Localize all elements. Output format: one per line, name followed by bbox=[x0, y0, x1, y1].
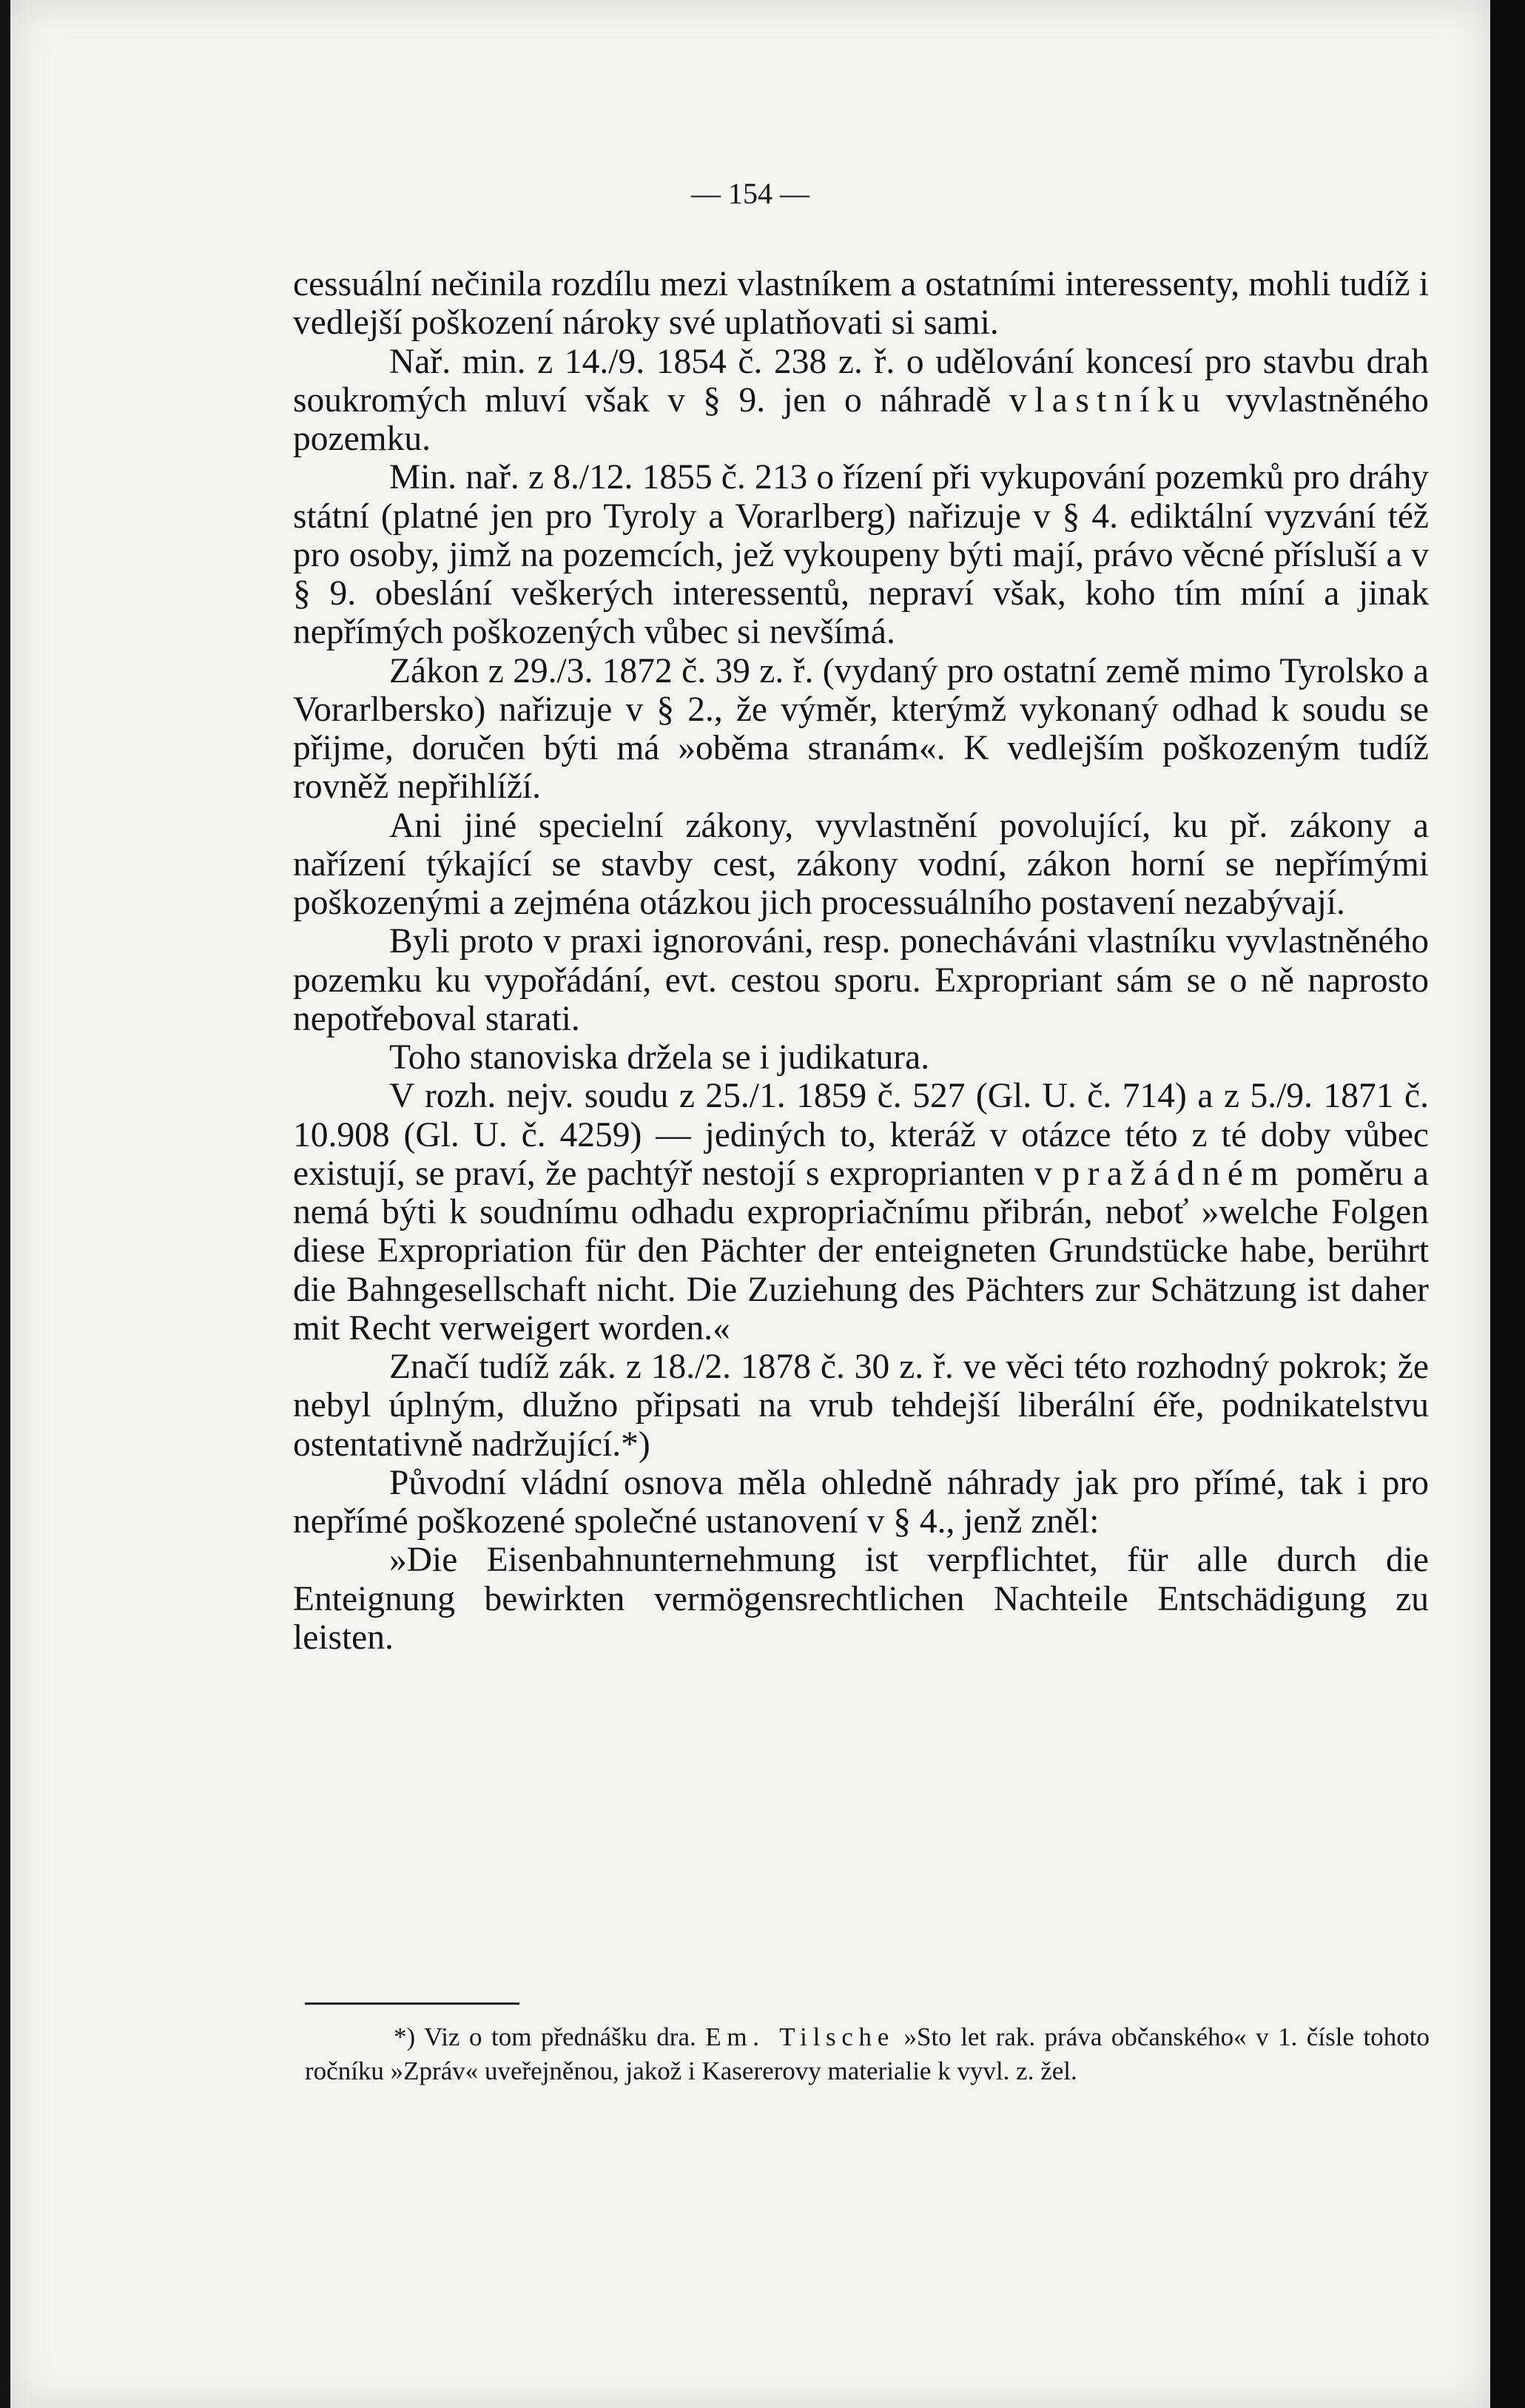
footnote-text-b: »Sto let rak. práva občanského« v 1. čísle tohoto ročníku »Zpráv« uveřejněnou, jakož i Kasererovy materialie k vyvl. z. žel. bbox=[305, 2022, 1430, 2085]
paragraph-5: Ani jiné specielní zákony, vyvlastnění povolující, ku př. zákony a nařízení týkající se stavby cest, zákony vodní, zákon horní se nepřímými poškozenými a zejména otázkou jich processuálního postavení nezabývají. bbox=[293, 806, 1429, 922]
paragraph-9: Značí tudíž zák. z 18./2. 1878 č. 30 z. ř. ve věci této rozhodný pokrok; že nebyl úplným, dlužno připsati na vrub tehdejší liberální éře, podnikatelstvu ostentativně nadržující.*) bbox=[293, 1348, 1429, 1464]
paragraph-11: »Die Eisenbahnunternehmung ist verpflichtet, für alle durch die Enteignung bewirkten vermögensrechtlichen Nachteile Entschädigung zu leisten. bbox=[293, 1541, 1429, 1657]
body-text bbox=[293, 265, 1429, 1657]
paragraph-4: Zákon z 29./3. 1872 č. 39 z. ř. (vydaný pro ostatní země mimo Tyrolsko a Vorarlbersko) nařizuje v § 2., že výměr, kterýmž vykonaný odhad k soudu se přijme, doručen býti má »oběma stranám«. K vedlejším poškozeným tudíž rovněž nepřihlíží. bbox=[293, 651, 1429, 807]
paragraph-7: Toho stanoviska držela se i judikatura. bbox=[389, 1038, 930, 1077]
paragraph-1: cessuální nečinila rozdílu mezi vlastníkem a ostatními interessenty, mohli tudíž i vedlejší poškození nároky své uplatňovati si sami. bbox=[293, 265, 1429, 343]
paragraph-3: Min. nař. z 8./12. 1855 č. 213 o řízení při vykupování pozemků pro dráhy státní (platné jen pro Tyroly a Vorarlberg) nařizuje v § 4. ediktální vyzvání též pro osoby, jimž na pozemcích, jež vykoupeny býti mají, právo věcné přísluší a v § 9. obeslání veškerých interessentů, nepraví však, koho tím míní a jinak nepřímých poškozených vůbec si nevšímá. bbox=[293, 458, 1429, 652]
paragraph-8-text-b: poměru a nemá býti k soudnímu odhadu expropriačnímu přibrán, neboť »welche Folgen diese Expropriation für den Pächter der enteigneten Grundstücke habe, berührt die Bahngesellschaft nicht. Die Zuziehung des Pächters zur Schätzung ist daher mit Recht verweigert worden.« bbox=[293, 1154, 1429, 1348]
paragraph-8-text-a: V rozh. nejv. soudu z 25./1. 1859 č. 527 (Gl. U. č. 714) a z 5./9. 1871 č. 10.908 (Gl. U. č. 4259) — jediných to, kteráž v otázce této z té doby vůbec existují, se praví, že pachtýř nestojí s exproprianten v bbox=[293, 1077, 1429, 1193]
paragraph-2-text-a: Nař. min. z 14./9. 1854 č. 238 z. ř. o udělování koncesí pro stavbu drah soukromých mluví však v § 9. jen o náhradě bbox=[293, 342, 1429, 420]
scan-edge bbox=[1490, 0, 1525, 2408]
paragraph-2 bbox=[293, 343, 1429, 459]
paragraph-10: Původní vládní osnova měla ohledně náhrady jak pro přímé, tak i pro nepřímé poškozené společné ustanovení v § 4., jenž zněl: bbox=[293, 1463, 1429, 1541]
paragraph-2-spaced: vlastníku bbox=[1009, 380, 1208, 420]
page-number: — 154 — bbox=[691, 177, 809, 210]
footnote bbox=[305, 2020, 1430, 2088]
paragraph-8 bbox=[293, 1077, 1429, 1348]
paragraph-2-text-b: vyvlastněného pozemku. bbox=[293, 380, 1429, 458]
footnote-divider bbox=[305, 2002, 519, 2005]
paragraph-8-spaced: pražádném bbox=[1062, 1154, 1286, 1193]
book-page bbox=[10, 0, 1490, 2408]
footnote-spaced: Em. Tilsche bbox=[705, 2022, 895, 2051]
footnote-text-a: *) Viz o tom přednášku dra. bbox=[394, 2022, 706, 2051]
paragraph-6: Byli proto v praxi ignorováni, resp. ponecháváni vlastníku vyvlastněného pozemku ku vypořádání, evt. cestou sporu. Expropriant sám se o ně naprosto nepotřeboval starati. bbox=[293, 922, 1429, 1038]
